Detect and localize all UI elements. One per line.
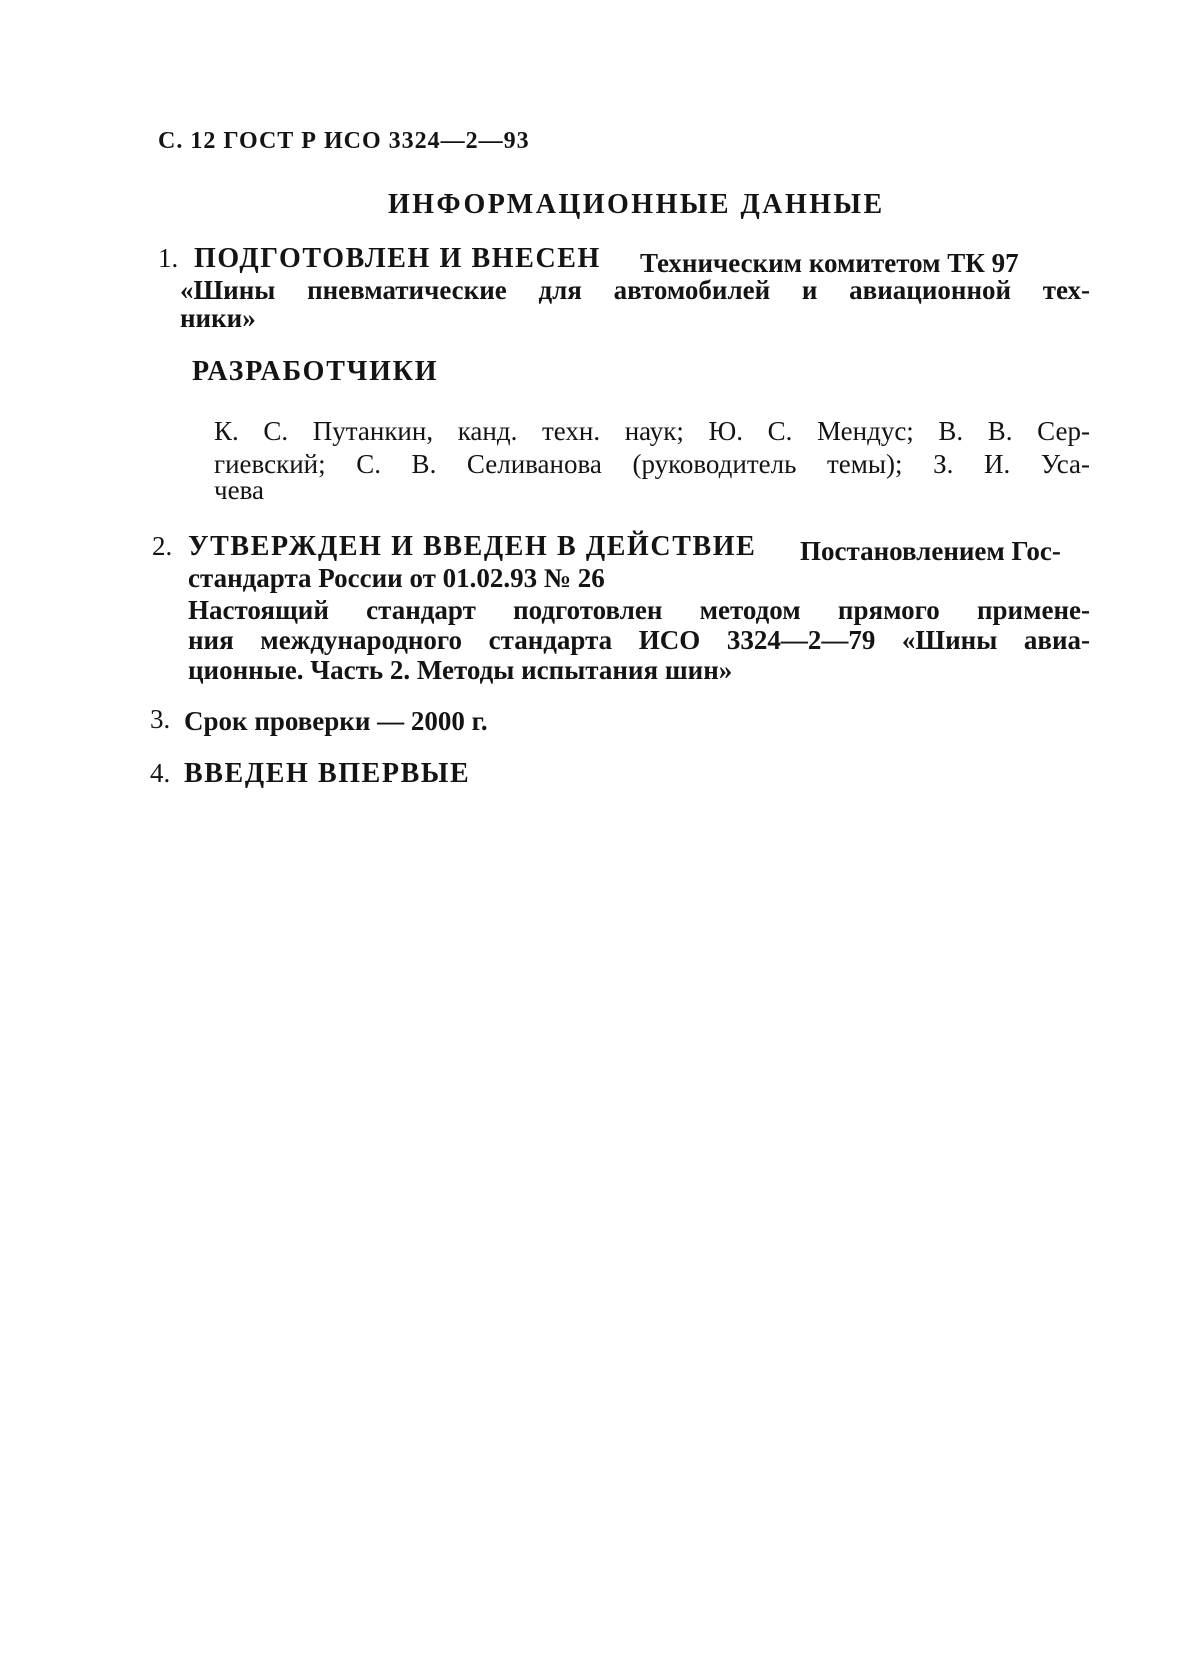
item-2-number: 2. — [152, 531, 173, 561]
item-2-heading: УТВЕРЖДЕН И ВВЕДЕН В ДЕЙСТВИЕ — [188, 531, 757, 562]
item-1-text-3: ники» — [180, 303, 256, 333]
page-title: ИНФОРМАЦИОННЫЕ ДАННЫЕ — [388, 189, 885, 220]
item-1-text-2: «Шины пневматические для автомобилей и авиационной тех- — [180, 275, 1090, 305]
item-3-text: Срок проверки — 2000 г. — [184, 706, 488, 736]
item-4-number: 4. — [150, 758, 171, 788]
item-2-text-5: ционные. Часть 2. Методы испытания шин» — [188, 655, 733, 685]
item-2-line-1 — [188, 531, 756, 562]
item-4-line — [184, 758, 470, 789]
developers-heading: РАЗРАБОТЧИКИ — [192, 356, 439, 387]
item-1-text-1: Техническим комитетом ТК 97 — [640, 248, 1019, 278]
item-1-heading: ПОДГОТОВЛЕН И ВНЕСЕН — [194, 243, 601, 274]
developers-line-3: чева — [214, 475, 264, 505]
item-2-text-4: ния международного стандарта ИСО 3324—2—79 «Шины авиа- — [188, 625, 1090, 655]
item-1-number: 1. — [158, 243, 179, 273]
item-2-text-1: Постановлением Гос- — [800, 536, 1061, 566]
item-4-heading: ВВЕДЕН ВПЕРВЫЕ — [184, 758, 471, 789]
item-2-text-3: Настоящий стандарт подготовлен методом прямого примене- — [188, 595, 1090, 625]
developers-line-1: К. С. Путанкин, канд. техн. наук; Ю. С. Мендус; В. В. Сер- — [214, 416, 1090, 446]
page-header: С. 12 ГОСТ Р ИСО 3324—2—93 — [158, 128, 530, 154]
item-1-line-1 — [194, 243, 601, 274]
item-3-number: 3. — [150, 704, 171, 734]
developers-line-2: гиевский; С. В. Селиванова (руководитель темы); З. И. Уса- — [214, 449, 1090, 479]
item-2-text-2: стандарта России от 01.02.93 № 26 — [188, 563, 605, 593]
